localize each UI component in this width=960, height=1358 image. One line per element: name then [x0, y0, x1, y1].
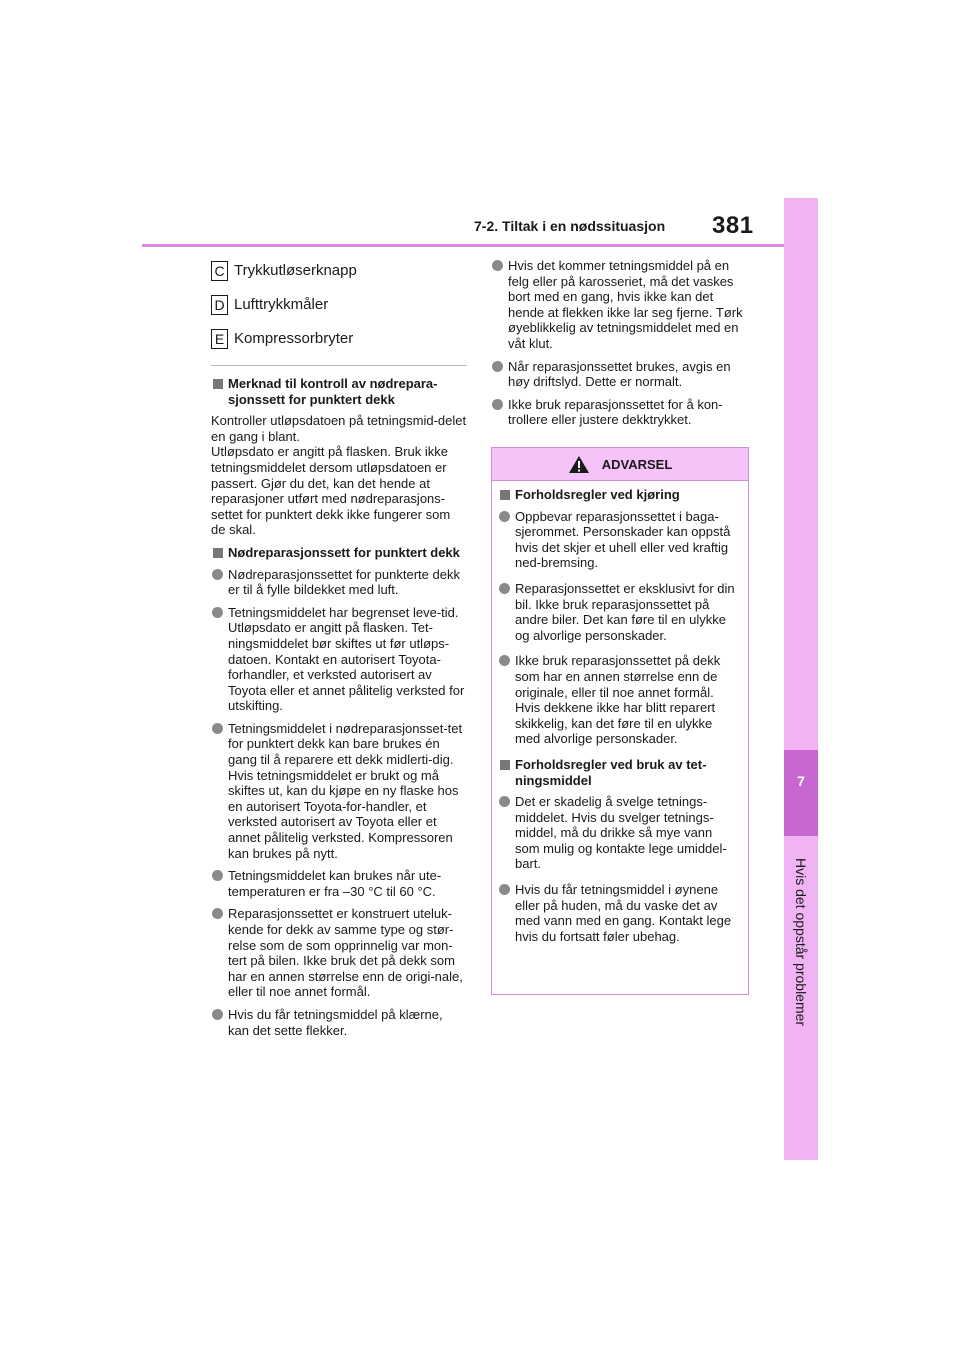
left-column [211, 258, 467, 1045]
warning-body [492, 481, 748, 944]
header-rule [142, 244, 784, 247]
list-item-text: Hvis du får tetningsmiddel på klærne, kan det sette flekker. [228, 1006, 443, 1038]
page-number: 381 [712, 212, 754, 239]
list-item [211, 721, 467, 861]
list-item [211, 906, 467, 1000]
right-column [491, 258, 751, 435]
subheading-kit-check [211, 376, 467, 407]
round-bullet-icon [492, 361, 503, 372]
warning-box [491, 447, 749, 995]
section-title: 7-2. Tiltak i en nødssituasjon [474, 218, 666, 234]
subheading-text: Forholdsregler ved bruk av tet-ningsmiddel [515, 756, 707, 788]
list-item [491, 258, 751, 352]
chapter-number: 7 [784, 750, 818, 836]
list-item-text: Reparasjonssettet er konstruert uteluk-kende for dekk av samme type og stør-relse som de som opprinnelig var mon-tert på bilen. Ikke bruk det på dekk som har en annen størrelse enn de origi-nale, eller til noe annet formål. [228, 906, 463, 1000]
list-item [498, 509, 738, 571]
subheading-text: Nødreparasjonssett for punktert dekk [228, 544, 460, 560]
list-item-text: Det er skadelig å svelge tetnings-middelet. Hvis du svelger tetnings-middel, må du drikke så mye vann som mulig og kontakte lege umiddel-bart. [515, 794, 727, 872]
list-item-text: Ikke bruk reparasjonssettet på dekk som har en annen størrelse enn de originale, eller til noe annet formål. Hvis dekkene ikke har blitt reparert skikkelig, kan det føre til en ulykke med alvorlige personskader. [515, 653, 721, 747]
legend-item-c [211, 260, 467, 281]
round-bullet-icon [499, 655, 510, 666]
list-item [498, 653, 738, 747]
subheading-text: Forholdsregler ved kjøring [515, 487, 680, 502]
legend-label: Lufttrykkmåler [234, 296, 329, 313]
warning-triangle-icon [568, 455, 590, 474]
legend-item-e [211, 328, 467, 349]
list-item-text: Oppbevar reparasjonssettet i baga-sjerommet. Personskader kan oppstå hvis det skjer et uhell eller ved kraftig ned-bremsing. [515, 508, 731, 571]
round-bullet-icon [492, 399, 503, 410]
chapter-title: Hvis det oppstår problemer [793, 858, 809, 1027]
round-bullet-icon [212, 607, 223, 618]
round-bullet-icon [492, 260, 503, 271]
legend-letter: C [211, 261, 228, 281]
list-item-text: Tetningsmiddelet i nødreparasjonsset-tet for punktert dekk kan bare brukes én gang til å reparere ett dekk midlerti-dig. Hvis tetningsmiddelet er brukt og må skiftes ut, kan du kjøpe en ny flaske hos en autorisert Toyota-for-handler, et verksted autorisert av Toyota eller et annet pålitelig verksted. Kompressoren kan brukes på nytt. [228, 720, 463, 861]
round-bullet-icon [499, 511, 510, 522]
subheading-text: Merknad til kontroll av nødrepara-sjonssett for punktert dekk [228, 376, 438, 407]
round-bullet-icon [212, 1009, 223, 1020]
legend-letter: E [211, 329, 228, 349]
list-item-text: Tetningsmiddelet kan brukes når ute-temperaturen er fra –30 °C til 60 °C. [228, 868, 442, 899]
subheading-repair-kit [211, 545, 467, 561]
list-item [211, 1007, 467, 1038]
warning-subheading-driving [498, 487, 738, 503]
list-item-text: Tetningsmiddelet har begrenset leve-tid. Utløpsdato er angitt på flasken. Tet-ningsmiddelet bør skiftes ut før utløps-datoen. Kontakt en autorisert Toyota-forhandler, et verksted autorisert av Toyota eller et annet pålitelig verksted for utskifting. [228, 604, 465, 714]
list-item-text: Når reparasjonssettet brukes, avgis en høy driftslyd. Dette er normalt. [508, 358, 731, 390]
round-bullet-icon [499, 583, 510, 594]
list-item [211, 868, 467, 899]
list-item [491, 397, 751, 428]
list-item [498, 882, 738, 944]
list-item [498, 794, 738, 872]
chapter-side-tab [784, 198, 818, 1160]
square-bullet-icon [213, 548, 223, 558]
paragraph: Utløpsdato er angitt på flasken. Bruk ikke tetningsmiddelet dersom utløpsdatoen er passert. Gjør du det, kan det hende at reparasjoner utført med nødreparasjons-settet for punktert dekk ikke fungerer som de skal. [211, 444, 451, 538]
list-item-text: Hvis du får tetningsmiddel i øynene eller på huden, må du vaske det av med vann med en gang. Kontakt lege hvis du fortsatt føler ubehag. [515, 882, 732, 944]
warning-subheading-sealant [498, 757, 738, 788]
square-bullet-icon [213, 379, 223, 389]
legend-label: Kompressorbryter [234, 330, 354, 347]
round-bullet-icon [499, 884, 510, 895]
warning-title: ADVARSEL [601, 456, 673, 472]
list-item-text: Nødreparasjonssettet for punkterte dekk er til å fylle bildekket med luft. [228, 566, 460, 598]
paragraph: Kontroller utløpsdatoen på tetningsmid-delet en gang i blant. [211, 413, 467, 444]
round-bullet-icon [212, 908, 223, 919]
section-divider [211, 365, 467, 366]
list-item-text: Ikke bruk reparasjonssettet for å kon-trollere eller justere dekktrykket. [508, 396, 723, 428]
round-bullet-icon [212, 569, 223, 580]
legend-letter: D [211, 295, 228, 315]
list-item-text: Hvis det kommer tetningsmiddel på en felg eller på karosseriet, må det vaskes bort med en gang, hvis ikke kan det hende at flekken ikke lar seg fjerne. Tørk øyeblikkelig av tetningsmiddelet med en våt klut. [508, 258, 743, 351]
list-item [211, 567, 467, 598]
list-item [491, 359, 751, 390]
round-bullet-icon [212, 870, 223, 881]
round-bullet-icon [499, 796, 510, 807]
list-item [211, 605, 467, 714]
round-bullet-icon [212, 723, 223, 734]
list-item-text: Reparasjonssettet er eksklusivt for din bil. Ikke bruk reparasjonssettet på andre biler. Det kan føre til en ulykke og alvorlige personskader. [515, 580, 735, 643]
square-bullet-icon [500, 760, 510, 770]
legend-label: Trykkutløserknapp [234, 262, 357, 279]
legend-item-d [211, 294, 467, 315]
list-item [498, 581, 738, 643]
warning-header [492, 448, 748, 481]
square-bullet-icon [500, 490, 510, 500]
